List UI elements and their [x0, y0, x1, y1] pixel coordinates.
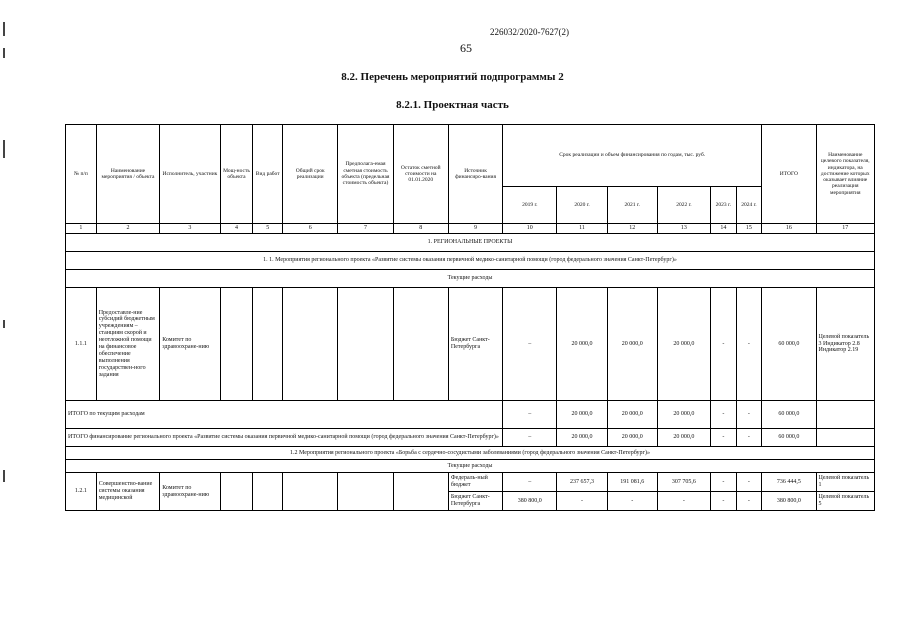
total-project-indicator — [816, 429, 874, 447]
column-number: 16 — [762, 224, 816, 234]
header-year: 2022 г. — [657, 187, 710, 224]
row-source: Бюджет Санкт-Петербурга — [448, 288, 502, 401]
total-project-label: ИТОГО финансирование регионального проекта «Развитие системы оказания первичной медико-санитарной помощи (город федерального значения Санкт-Петербург)» — [66, 429, 503, 447]
row-num: 1.2.1 — [66, 473, 97, 511]
total-project-y2019: – — [503, 429, 557, 447]
total-current-y2019: – — [503, 401, 557, 429]
row-indicator: Целевой показатель 3 Индикатор 2.8 Индикатор 2.19 — [816, 288, 874, 401]
total-current-y2021: 20 000,0 — [607, 401, 657, 429]
column-number: 13 — [657, 224, 710, 234]
row-y2022: 307 705,6 — [657, 473, 710, 492]
column-number: 11 — [557, 224, 607, 234]
scan-edge-marks — [0, 0, 12, 640]
header-executor: Исполнитель, участник — [160, 125, 220, 224]
row-estimated-cost — [338, 473, 393, 511]
total-current-indicator — [816, 401, 874, 429]
row-source: Бюджет Санкт-Петербурга — [448, 492, 502, 511]
column-number: 8 — [393, 224, 448, 234]
table-row — [66, 288, 875, 401]
row-work-type — [253, 473, 283, 511]
header-num: № п/п — [66, 125, 97, 224]
row-work-type — [253, 288, 283, 401]
expenses-type-heading: Текущие расходы — [66, 270, 875, 288]
total-current-total: 60 000,0 — [762, 401, 816, 429]
row-total: 60 000,0 — [762, 288, 816, 401]
row-y2020: 20 000,0 — [557, 288, 607, 401]
row-balance — [393, 473, 448, 511]
column-number: 17 — [816, 224, 874, 234]
expenses-type-row — [66, 270, 875, 288]
row-indicator: Целевой показатель 5 — [816, 492, 874, 511]
project-heading: 1.2 Мероприятия регионального проекта «Борьба с сердечно-сосудистыми заболеваниями (город федерального значения Санкт-Петербург)» — [66, 447, 875, 460]
total-current-y2023: - — [711, 401, 737, 429]
section-title: 8.2. Перечень мероприятий подпрограммы 2 — [341, 71, 564, 83]
column-number: 7 — [338, 224, 393, 234]
header-balance: Остаток сметной стоимости на 01.01.2020 — [393, 125, 448, 224]
project-row — [66, 252, 875, 270]
row-estimated-cost — [338, 288, 393, 401]
document-number: 226032/2020-7627(2) — [490, 27, 569, 37]
row-name: Совершенство-вание системы оказания медицинской — [96, 473, 159, 511]
total-current-y2024: - — [736, 401, 762, 429]
header-estimated-cost: Предполага-емая сметная стоимость объекта (предельная стоимость объекта) — [338, 125, 393, 224]
row-executor: Комитет по здравоохране-нию — [160, 288, 220, 401]
row-y2020: - — [557, 492, 607, 511]
column-number: 6 — [283, 224, 338, 234]
header-year: 2019 г. — [503, 187, 557, 224]
row-y2023: - — [711, 288, 737, 401]
expenses-type-row — [66, 460, 875, 473]
row-indicator: Целевой показатель 1 — [816, 473, 874, 492]
column-number: 12 — [607, 224, 657, 234]
total-project-y2020: 20 000,0 — [557, 429, 607, 447]
row-y2019: 380 800,0 — [503, 492, 557, 511]
row-balance — [393, 288, 448, 401]
header-year: 2021 г. — [607, 187, 657, 224]
header-work-type: Вид работ — [253, 125, 283, 224]
row-y2022: 20 000,0 — [657, 288, 710, 401]
header-source: Источник финансиро-вания — [448, 125, 502, 224]
total-project-y2022: 20 000,0 — [657, 429, 710, 447]
total-project-y2023: - — [711, 429, 737, 447]
header-name: Наименование мероприятия / объекта — [96, 125, 159, 224]
column-number: 4 — [220, 224, 253, 234]
row-y2023: - — [711, 473, 737, 492]
header-capacity: Мощ-ность объекта — [220, 125, 253, 224]
column-number: 5 — [253, 224, 283, 234]
column-number: 1 — [66, 224, 97, 234]
header-term: Общий срок реализации — [283, 125, 338, 224]
table-header-row — [66, 125, 875, 187]
row-y2024: - — [736, 288, 762, 401]
total-current-label: ИТОГО по текущим расходам — [66, 401, 503, 429]
row-y2022: - — [657, 492, 710, 511]
row-y2024: - — [736, 473, 762, 492]
row-y2021: 191 081,6 — [607, 473, 657, 492]
header-year: 2023 г. — [711, 187, 737, 224]
header-total: ИТОГО — [762, 125, 816, 224]
header-years-group: Срок реализации и объем финансирования по годам, тыс. руб. — [503, 125, 762, 187]
row-y2021: 20 000,0 — [607, 288, 657, 401]
expenses-type-heading: Текущие расходы — [66, 460, 875, 473]
project-row — [66, 447, 875, 460]
row-num: 1.1.1 — [66, 288, 97, 401]
column-number: 2 — [96, 224, 159, 234]
column-number: 3 — [160, 224, 220, 234]
row-total: 380 800,0 — [762, 492, 816, 511]
row-source: Федераль-ный бюджет — [448, 473, 502, 492]
row-capacity — [220, 288, 253, 401]
row-executor: Комитет по здравоохране-нию — [160, 473, 220, 511]
total-project-y2021: 20 000,0 — [607, 429, 657, 447]
row-capacity — [220, 473, 253, 511]
section-heading: 1. РЕГИОНАЛЬНЫЕ ПРОЕКТЫ — [66, 234, 875, 252]
row-total: 736 444,5 — [762, 473, 816, 492]
subsection-title: 8.2.1. Проектная часть — [396, 99, 509, 111]
row-y2019: – — [503, 288, 557, 401]
column-numbers-row — [66, 224, 875, 234]
total-current-row — [66, 401, 875, 429]
header-year: 2024 г. — [736, 187, 762, 224]
row-term — [283, 473, 338, 511]
header-indicator: Наименование целевого показателя, индикатора, на достижение которых оказывает влияние реализация мероприятия — [816, 125, 874, 224]
row-y2019: – — [503, 473, 557, 492]
total-project-row — [66, 429, 875, 447]
column-number: 10 — [503, 224, 557, 234]
page-number: 65 — [460, 41, 472, 55]
row-name: Предоставле-ние субсидий бюджетным учреждениям – станциям скорой и неотложной помощи на финансовое обеспечение выполнения государствен-ного задания — [96, 288, 159, 401]
measures-table — [65, 124, 875, 511]
total-project-total: 60 000,0 — [762, 429, 816, 447]
total-project-y2024: - — [736, 429, 762, 447]
project-heading: 1. 1. Мероприятия регионального проекта «Развитие системы оказания первичной медико-санитарной помощи (город федерального значения Санкт-Петербург)» — [66, 252, 875, 270]
table-row — [66, 473, 875, 492]
row-y2021: - — [607, 492, 657, 511]
total-current-y2020: 20 000,0 — [557, 401, 607, 429]
column-number: 9 — [448, 224, 502, 234]
total-current-y2022: 20 000,0 — [657, 401, 710, 429]
column-number: 14 — [711, 224, 737, 234]
row-y2023: - — [711, 492, 737, 511]
row-term — [283, 288, 338, 401]
row-y2024: - — [736, 492, 762, 511]
column-number: 15 — [736, 224, 762, 234]
section-row — [66, 234, 875, 252]
row-y2020: 237 657,3 — [557, 473, 607, 492]
header-year: 2020 г. — [557, 187, 607, 224]
